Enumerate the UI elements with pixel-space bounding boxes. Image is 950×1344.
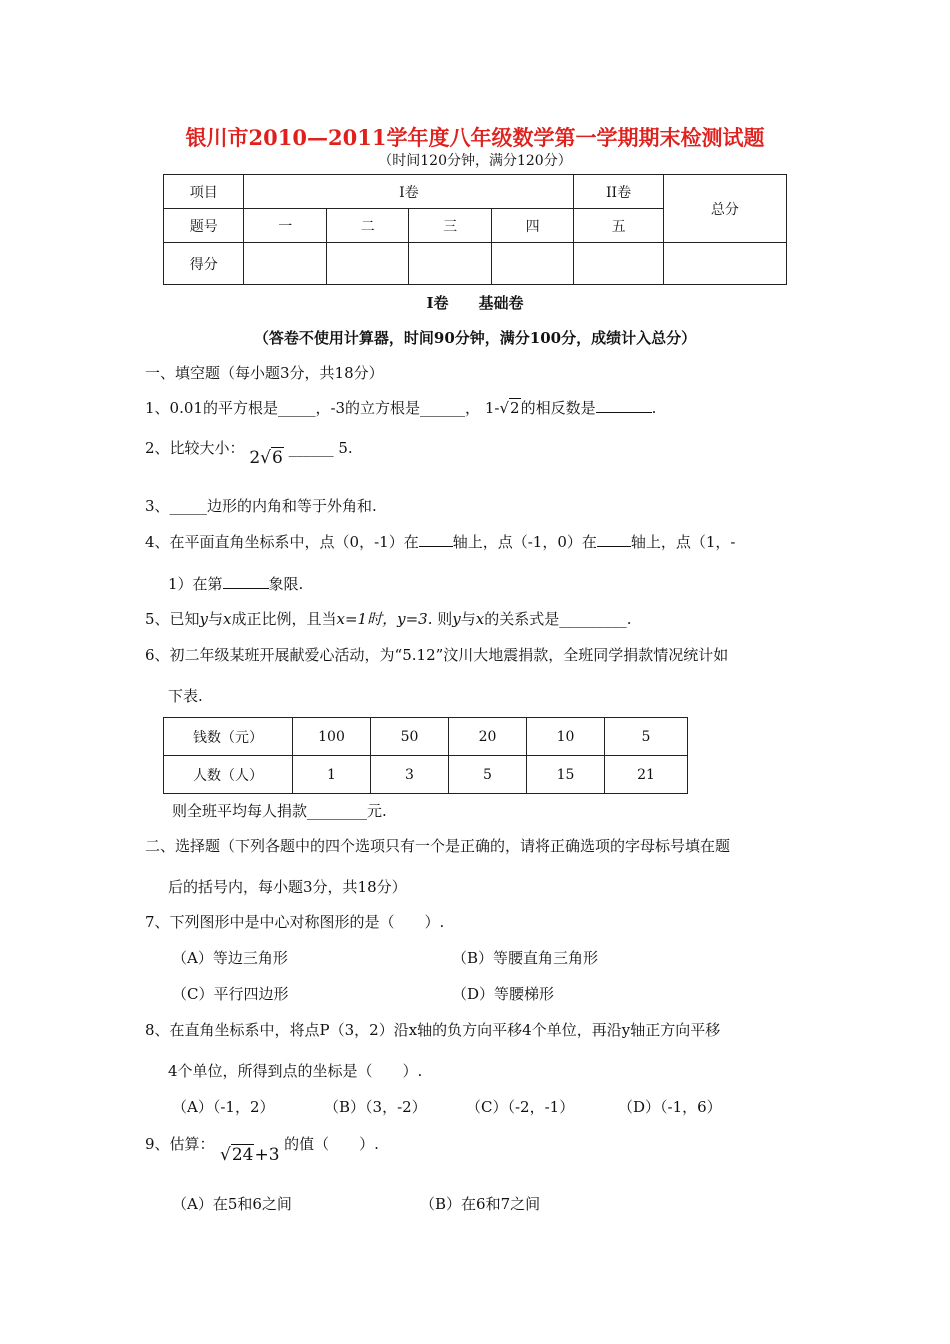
question-6-line1: 6、初二年级某班开展献爱心活动，为“5.12”汶川大地震捐款，全班同学捐款情况统计如 (145, 646, 729, 664)
score-row-label: 题号 (164, 209, 244, 243)
sqrt-symbol: √24 (220, 1145, 254, 1165)
donation-count: 15 (527, 756, 605, 794)
score-header-item: 项目 (164, 175, 244, 209)
question-9: 9、估算： 的值（ ）. (145, 1135, 379, 1153)
score-table (163, 174, 787, 285)
donation-amount: 20 (449, 718, 527, 756)
q7-option-c: （C）平行四边形 (172, 985, 289, 1003)
part1-heading: 一、填空题（每小题3分，共18分） (145, 364, 384, 382)
score-q5: 五 (574, 209, 663, 243)
question-8-line1: 8、在直角坐标系中，将点P（3，2）沿x轴的负方向平移4个单位，再沿y轴正方向平移 (145, 1021, 721, 1039)
donation-table (163, 717, 688, 794)
part2-heading-cont: 后的括号内，每小题3分，共18分） (168, 878, 407, 896)
question-5: 5、已知y与x成正比例，且当x=1时，y=3. 则y与x的关系式是_________. (145, 610, 632, 628)
q7-option-a: （A）等边三角形 (172, 949, 288, 967)
page-title: 银川市2010—2011学年度八年级数学第一学期期末检测试题 (185, 125, 765, 150)
score-row-label: 得分 (164, 243, 244, 285)
question-2: 2、比较大小： 2√6 ______ 5. (145, 439, 353, 468)
donation-count: 1 (293, 756, 371, 794)
q9-expression: √24+3 (220, 1145, 280, 1165)
question-6-line2: 下表. (168, 687, 203, 705)
score-q2: 二 (326, 209, 408, 243)
q8-option-c: （C）（-2，-1） (466, 1098, 575, 1116)
donation-amount: 50 (371, 718, 449, 756)
question-7: 7、下列图形中是中心对称图形的是（ ）. (145, 913, 445, 931)
donation-count: 5 (449, 756, 527, 794)
donation-amount: 10 (527, 718, 605, 756)
page-subtitle: （时间120分钟，满分120分） (378, 153, 572, 169)
score-q4: 四 (491, 209, 573, 243)
score-header-part1: I卷 (244, 175, 574, 209)
part2-heading: 二、选择题（下列各题中的四个选项只有一个是正确的，请将正确选项的字母标号填在题 (145, 837, 731, 855)
donation-count: 21 (605, 756, 688, 794)
donation-amount: 5 (605, 718, 688, 756)
q7-option-d: （D）等腰梯形 (452, 985, 555, 1003)
q9-option-a: （A）在5和6之间 (172, 1195, 292, 1213)
question-8-line2: 4个单位，所得到点的坐标是（ ）. (168, 1062, 423, 1080)
section-title: I卷 基础卷 (426, 294, 524, 312)
question-1: 1、0.01的平方根是_____，-3的立方根是______， 1-√2的相反数是 . (145, 399, 657, 417)
q8-option-a: （A）（-1，2） (172, 1098, 275, 1116)
donation-count-label: 人数（人） (164, 756, 293, 794)
score-q1: 一 (244, 209, 326, 243)
question-6-end: 则全班平均每人捐款________元. (172, 802, 387, 820)
donation-amount: 100 (293, 718, 371, 756)
q9-option-b: （B）在6和7之间 (420, 1195, 541, 1213)
donation-header-label: 钱数（元） (164, 718, 293, 756)
question-3: 3、_____边形的内角和等于外角和. (145, 497, 377, 515)
question-4-line2: 1）在第 象限. (168, 575, 304, 593)
answer-blank (596, 412, 652, 413)
question-4-line1: 4、在平面直角坐标系中，点（0，-1）在 轴上，点（-1，0）在 轴上，点（1，- (145, 533, 736, 551)
donation-count: 3 (371, 756, 449, 794)
sqrt-symbol: √6 (260, 448, 283, 468)
score-header-total: 总分 (663, 175, 786, 243)
sqrt-symbol: √2 (499, 399, 520, 417)
section-note: （答卷不使用计算器，时间90分钟，满分100分，成绩计入总分） (253, 329, 697, 347)
q7-option-b: （B）等腰直角三角形 (452, 949, 599, 967)
q8-option-d: （D）（-1，6） (618, 1098, 722, 1116)
score-q3: 三 (409, 209, 491, 243)
q8-option-b: （B）（3，-2） (324, 1098, 427, 1116)
score-header-part2: II卷 (574, 175, 663, 209)
